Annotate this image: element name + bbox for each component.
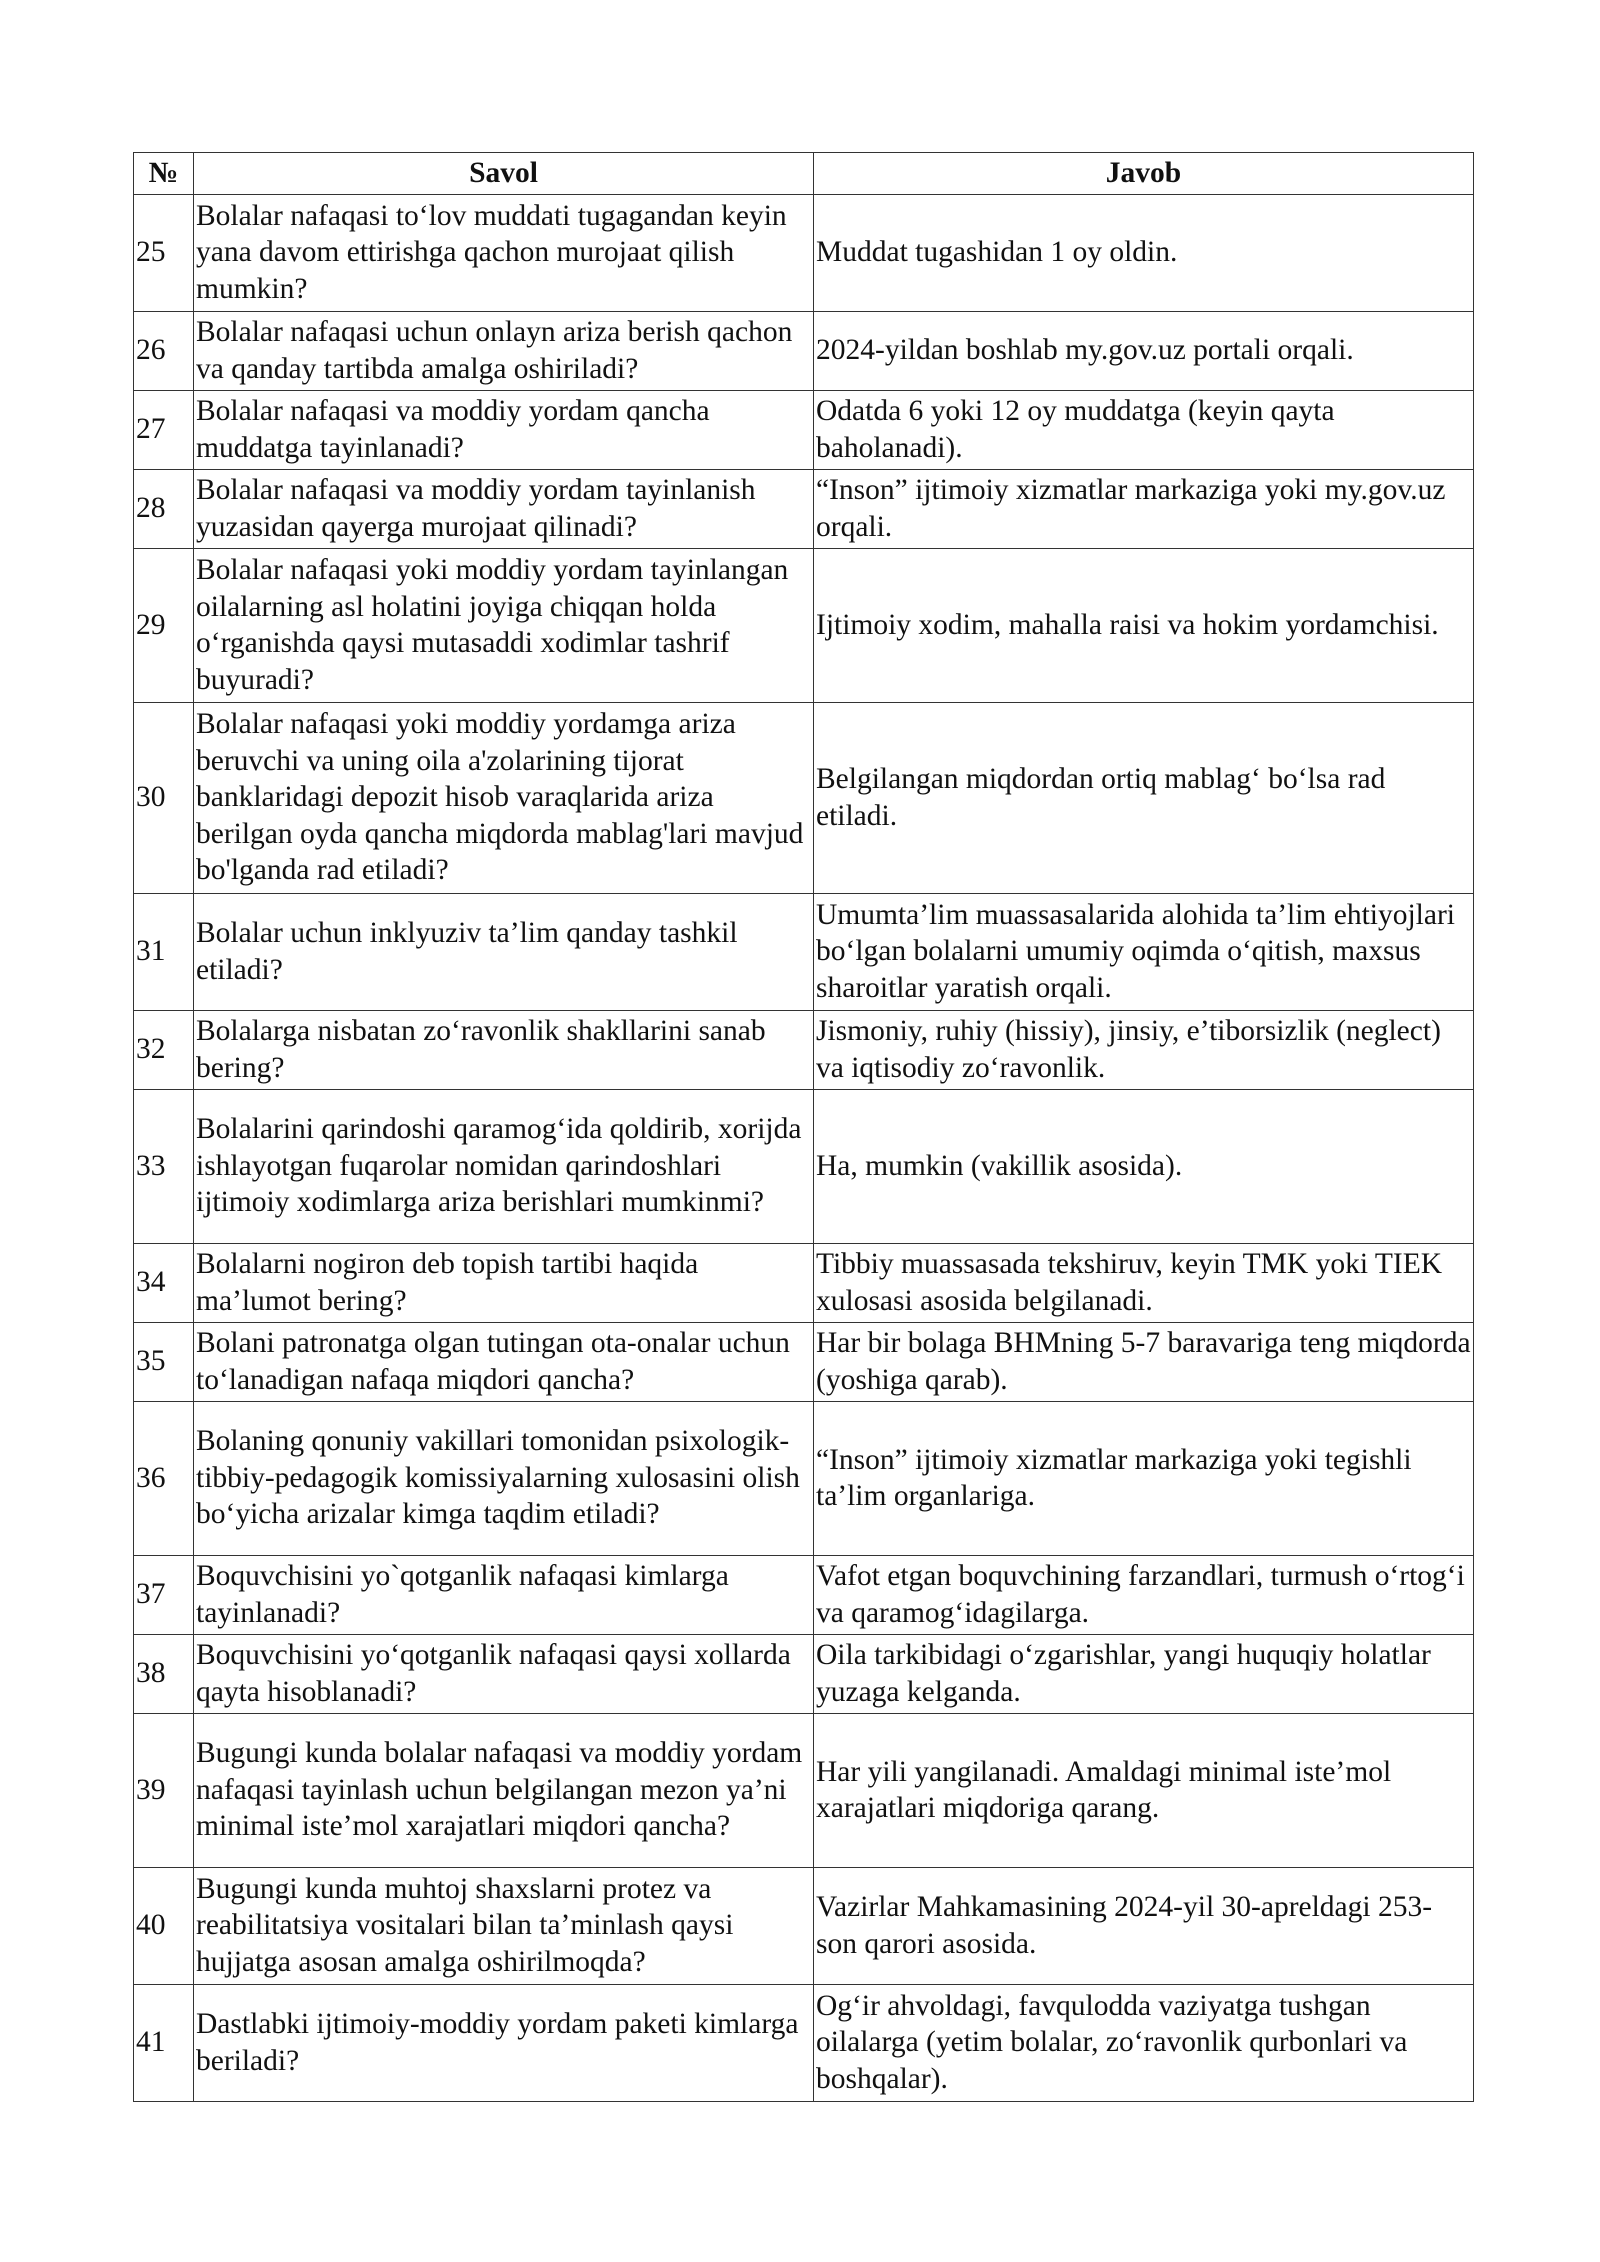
row-number: 25 <box>134 194 194 311</box>
row-answer: Vazirlar Mahkamasining 2024-yil 30-apreldagi 253-son qarori asosida. <box>814 1867 1474 1984</box>
row-question: Bolalarni nogiron deb topish tartibi haqida ma’lumot bering? <box>194 1243 814 1322</box>
row-question: Boquvchisini yo‘qotganlik nafaqasi qaysi xollarda qayta hisoblanadi? <box>194 1634 814 1713</box>
table-row <box>134 1322 1474 1401</box>
row-question: Bolalar nafaqasi yoki moddiy yordam tayinlangan oilalarning asl holatini joyiga chiqqan holda o‘rganishda qaysi mutasaddi xodimlar tashrif buyuradi? <box>194 548 814 702</box>
row-question: Bolalarini qarindoshi qaramog‘ida qoldirib, xorijda ishlayotgan fuqarolar nomidan qarindoshlari ijtimoiy xodimlarga ariza berishlari mumkinmi? <box>194 1089 814 1243</box>
row-number: 28 <box>134 469 194 548</box>
table-row <box>134 1634 1474 1713</box>
table-row <box>134 1984 1474 2101</box>
row-answer: “Inson” ijtimoiy xizmatlar markaziga yoki my.gov.uz orqali. <box>814 469 1474 548</box>
row-answer: Vafot etgan boquvchining farzandlari, turmush o‘rtog‘i va qaramog‘idagilarga. <box>814 1555 1474 1634</box>
table-row <box>134 1401 1474 1555</box>
header-answer: Javob <box>814 153 1474 195</box>
row-question: Bolalar nafaqasi va moddiy yordam tayinlanish yuzasidan qayerga murojaat qilinadi? <box>194 469 814 548</box>
table-row <box>134 548 1474 702</box>
row-number: 27 <box>134 390 194 469</box>
row-answer: Har bir bolaga BHMning 5-7 baravariga teng miqdorda (yoshiga qarab). <box>814 1322 1474 1401</box>
row-question: Bolalar uchun inklyuziv ta’lim qanday tashkil etiladi? <box>194 893 814 1010</box>
table-row <box>134 311 1474 390</box>
row-answer: Jismoniy, ruhiy (hissiy), jinsiy, e’tiborsizlik (neglect) va iqtisodiy zo‘ravonlik. <box>814 1010 1474 1089</box>
row-answer: Tibbiy muassasada tekshiruv, keyin TMK yoki TIEK xulosasi asosida belgilanadi. <box>814 1243 1474 1322</box>
row-answer: Umumta’lim muassasalarida alohida ta’lim ehtiyojlari bo‘lgan bolalarni umumiy oqimda o‘qitish, maxsus sharoitlar yaratish orqali. <box>814 893 1474 1010</box>
row-answer: Odatda 6 yoki 12 oy muddatga (keyin qayta baholanadi). <box>814 390 1474 469</box>
table-row <box>134 1713 1474 1867</box>
row-question: Bolalar nafaqasi to‘lov muddati tugagandan keyin yana davom ettirishga qachon murojaat qilish mumkin? <box>194 194 814 311</box>
row-number: 35 <box>134 1322 194 1401</box>
row-number: 41 <box>134 1984 194 2101</box>
table-row <box>134 469 1474 548</box>
row-number: 40 <box>134 1867 194 1984</box>
row-answer: Har yili yangilanadi. Amaldagi minimal iste’mol xarajatlari miqdoriga qarang. <box>814 1713 1474 1867</box>
table-row <box>134 1089 1474 1243</box>
row-answer: Ha, mumkin (vakillik asosida). <box>814 1089 1474 1243</box>
header-number: № <box>134 153 194 195</box>
row-number: 32 <box>134 1010 194 1089</box>
row-number: 29 <box>134 548 194 702</box>
row-question: Bolani patronatga olgan tutingan ota-onalar uchun to‘lanadigan nafaqa miqdori qancha? <box>194 1322 814 1401</box>
qa-table <box>133 152 1474 2102</box>
header-question: Savol <box>194 153 814 195</box>
table-row <box>134 390 1474 469</box>
row-number: 39 <box>134 1713 194 1867</box>
row-question: Boquvchisini yo`qotganlik nafaqasi kimlarga tayinlanadi? <box>194 1555 814 1634</box>
table-body <box>134 194 1474 2101</box>
row-question: Bolalar nafaqasi uchun onlayn ariza berish qachon va qanday tartibda amalga oshiriladi? <box>194 311 814 390</box>
row-answer: Muddat tugashidan 1 oy oldin. <box>814 194 1474 311</box>
row-number: 30 <box>134 702 194 893</box>
row-question: Bolaning qonuniy vakillari tomonidan psixologik-tibbiy-pedagogik komissiyalarning xulosasini olish bo‘yicha arizalar kimga taqdim etiladi? <box>194 1401 814 1555</box>
table-header <box>134 153 1474 195</box>
row-question: Bugungi kunda bolalar nafaqasi va moddiy yordam nafaqasi tayinlash uchun belgilangan mezon ya’ni minimal iste’mol xarajatlari miqdori qancha? <box>194 1713 814 1867</box>
table-row <box>134 194 1474 311</box>
row-number: 26 <box>134 311 194 390</box>
row-question: Bugungi kunda muhtoj shaxslarni protez va reabilitatsiya vositalari bilan ta’minlash qaysi hujjatga asosan amalga oshirilmoqda? <box>194 1867 814 1984</box>
row-answer: 2024-yildan boshlab my.gov.uz portali orqali. <box>814 311 1474 390</box>
row-number: 37 <box>134 1555 194 1634</box>
row-answer: Og‘ir ahvoldagi, favqulodda vaziyatga tushgan oilalarga (yetim bolalar, zo‘ravonlik qurbonlari va boshqalar). <box>814 1984 1474 2101</box>
row-answer: Oila tarkibidagi o‘zgarishlar, yangi huquqiy holatlar yuzaga kelganda. <box>814 1634 1474 1713</box>
table-row <box>134 702 1474 893</box>
table-row <box>134 1555 1474 1634</box>
row-question: Bolalarga nisbatan zo‘ravonlik shakllarini sanab bering? <box>194 1010 814 1089</box>
table-row <box>134 1243 1474 1322</box>
row-number: 38 <box>134 1634 194 1713</box>
row-question: Bolalar nafaqasi yoki moddiy yordamga ariza beruvchi va uning oila a'zolarining tijorat banklaridagi depozit hisob varaqlarida ariza berilgan oyda qancha miqdorda mablag'lari mavjud bo'lganda rad etiladi? <box>194 702 814 893</box>
row-answer: “Inson” ijtimoiy xizmatlar markaziga yoki tegishli ta’lim organlariga. <box>814 1401 1474 1555</box>
table-row <box>134 893 1474 1010</box>
table-row <box>134 1867 1474 1984</box>
row-number: 33 <box>134 1089 194 1243</box>
row-question: Bolalar nafaqasi va moddiy yordam qancha muddatga tayinlanadi? <box>194 390 814 469</box>
row-answer: Belgilangan miqdordan ortiq mablag‘ bo‘lsa rad etiladi. <box>814 702 1474 893</box>
row-number: 34 <box>134 1243 194 1322</box>
row-question: Dastlabki ijtimoiy-moddiy yordam paketi kimlarga beriladi? <box>194 1984 814 2101</box>
header-row <box>134 153 1474 195</box>
row-number: 36 <box>134 1401 194 1555</box>
row-answer: Ijtimoiy xodim, mahalla raisi va hokim yordamchisi. <box>814 548 1474 702</box>
table-row <box>134 1010 1474 1089</box>
row-number: 31 <box>134 893 194 1010</box>
